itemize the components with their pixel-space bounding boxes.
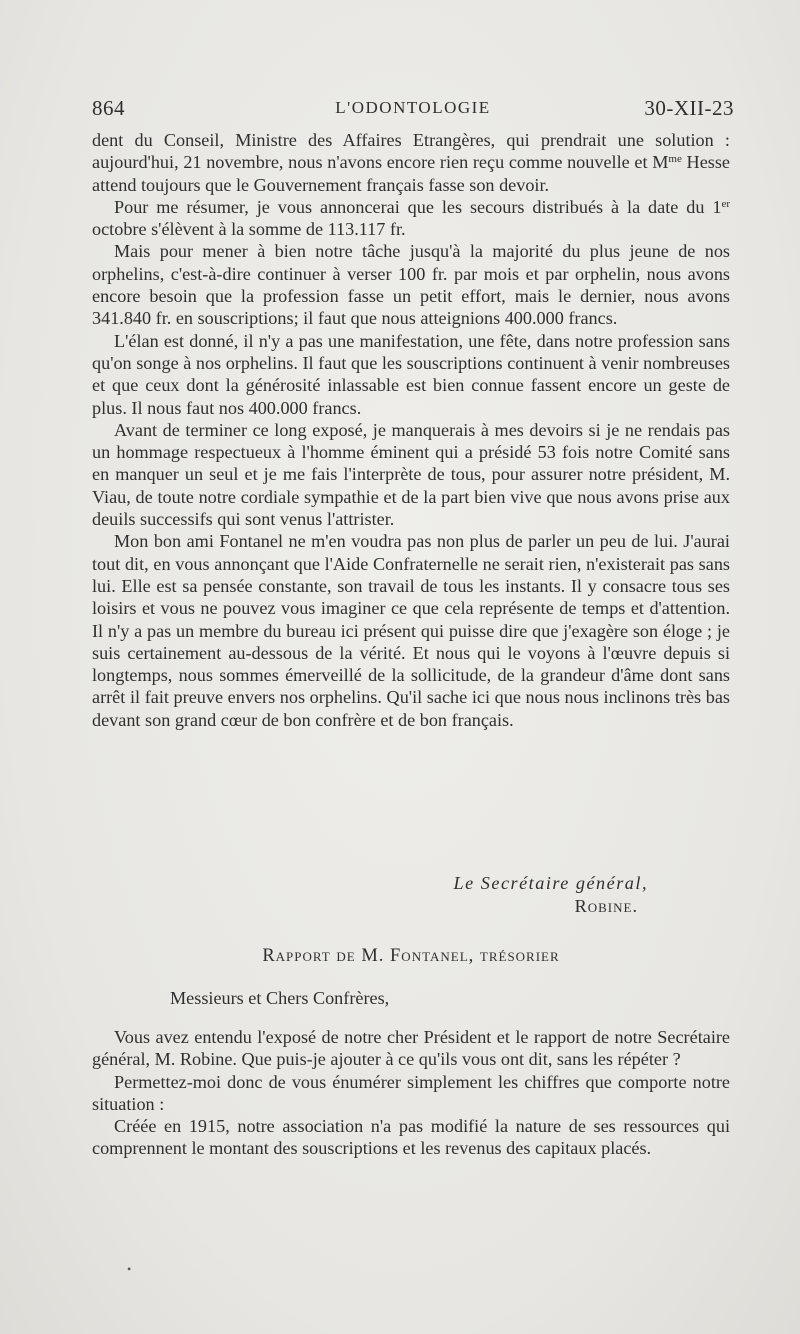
issue-date: 30-XII-23 bbox=[644, 96, 734, 120]
paragraph: L'élan est donné, il n'y a pas une manifestation, une fête, dans notre profession sans qu'on songe à nos orphelins. Il faut que les souscriptions continuent à venir nombreuses et que ceux dont la générosité inlassable est bien connue fassent encore un geste de plus. Il nous faut nos 400.000 francs. bbox=[92, 330, 730, 418]
secretary-report-text bbox=[92, 129, 730, 731]
running-header bbox=[92, 96, 734, 126]
signature-block bbox=[92, 872, 730, 918]
paragraph: Créée en 1915, notre association n'a pas modifié la nature de ses ressources qui comprennent le montant des souscriptions et les revenus des capitaux placés. bbox=[92, 1116, 730, 1159]
signatory-title: Le Secrétaire général, bbox=[453, 873, 648, 893]
treasurer-report-text bbox=[92, 1026, 730, 1160]
paragraph: Mais pour mener à bien notre tâche jusqu'à la majorité du plus jeune de nos orphelins, c'est-à-dire continuer à verser 100 fr. par mois et par orphelin, nous avons encore besoin que la profession fasse un petit effort, mais le dernier, nous avons 341.840 fr. en souscriptions; il faut que nous atteignions 400.000 francs. bbox=[92, 241, 730, 329]
page-number: 864 bbox=[92, 96, 125, 120]
paragraph: Avant de terminer ce long exposé, je manquerais à mes devoirs si je ne rendais pas un hommage respectueux à l'homme éminent qui a présidé 53 fois notre Comité sans en manquer un seul et je me fais l'interprète de tous, pour assurer notre président, M. Viau, de toute notre cordiale sympathie et de la part bien vive que nous avons prise aux deuils successifs qui sont venus l'attrister. bbox=[92, 419, 730, 530]
paragraph: Permettez-moi donc de vous énumérer simplement les chiffres que comporte notre situation : bbox=[92, 1071, 730, 1114]
paragraph: dent du Conseil, Ministre des Affaires Etrangères, qui prendrait une solution : aujourd'hui, 21 novembre, nous n'avons encore rien reçu comme nouvelle et $M^{me}$ Hesse attend toujours que le Gouvernement français fasse son devoir. bbox=[92, 130, 730, 195]
paragraph: Pour me résumer, je vous annoncerai que les secours distribués à la date du 1er octobre s'élèvent à la somme de 113.117 fr. bbox=[92, 196, 730, 240]
signatory-name: Robine. bbox=[574, 896, 638, 916]
section-heading: Rapport de M. Fontanel, trésorier bbox=[262, 946, 560, 966]
paragraph: Mon bon ami Fontanel ne m'en voudra pas non plus de parler un peu de lui. J'aurai tout dit, en vous annonçant que l'Aide Confraternelle ne serait rien, n'existerait pas sans lui. Elle est sa pensée constante, son travail de tous les instants. Il y consacre tous ses loisirs et vous ne pouvez vous imaginer ce que cela représente de temps et d'attention. Il n'y a pas un membre du bureau ici présent qui puisse dire que j'exagère son éloge ; je suis certainement au-dessous de la vérité. Et nous qui le voyons à l'œuvre depuis si longtemps, nous sommes émerveillé de la sollicitude, de la grandeur d'âme dont sans arrêt il fait preuve envers nos orphelins. Qu'il sache ici que nous nous inclinons très bas devant son grand cœur de bon confrère et de bon français. bbox=[92, 531, 730, 730]
paragraph: Vous avez entendu l'exposé de notre cher Président et le rapport de notre Secrétaire général, M. Robine. Que puis-je ajouter à ce qu'ils vous ont dit, sans les répéter ? bbox=[92, 1027, 730, 1070]
journal-title: L'ODONTOLOGIE bbox=[335, 98, 491, 117]
ink-speck: • bbox=[127, 1262, 132, 1276]
salutation: Messieurs et Chers Confrères, bbox=[170, 988, 390, 1008]
